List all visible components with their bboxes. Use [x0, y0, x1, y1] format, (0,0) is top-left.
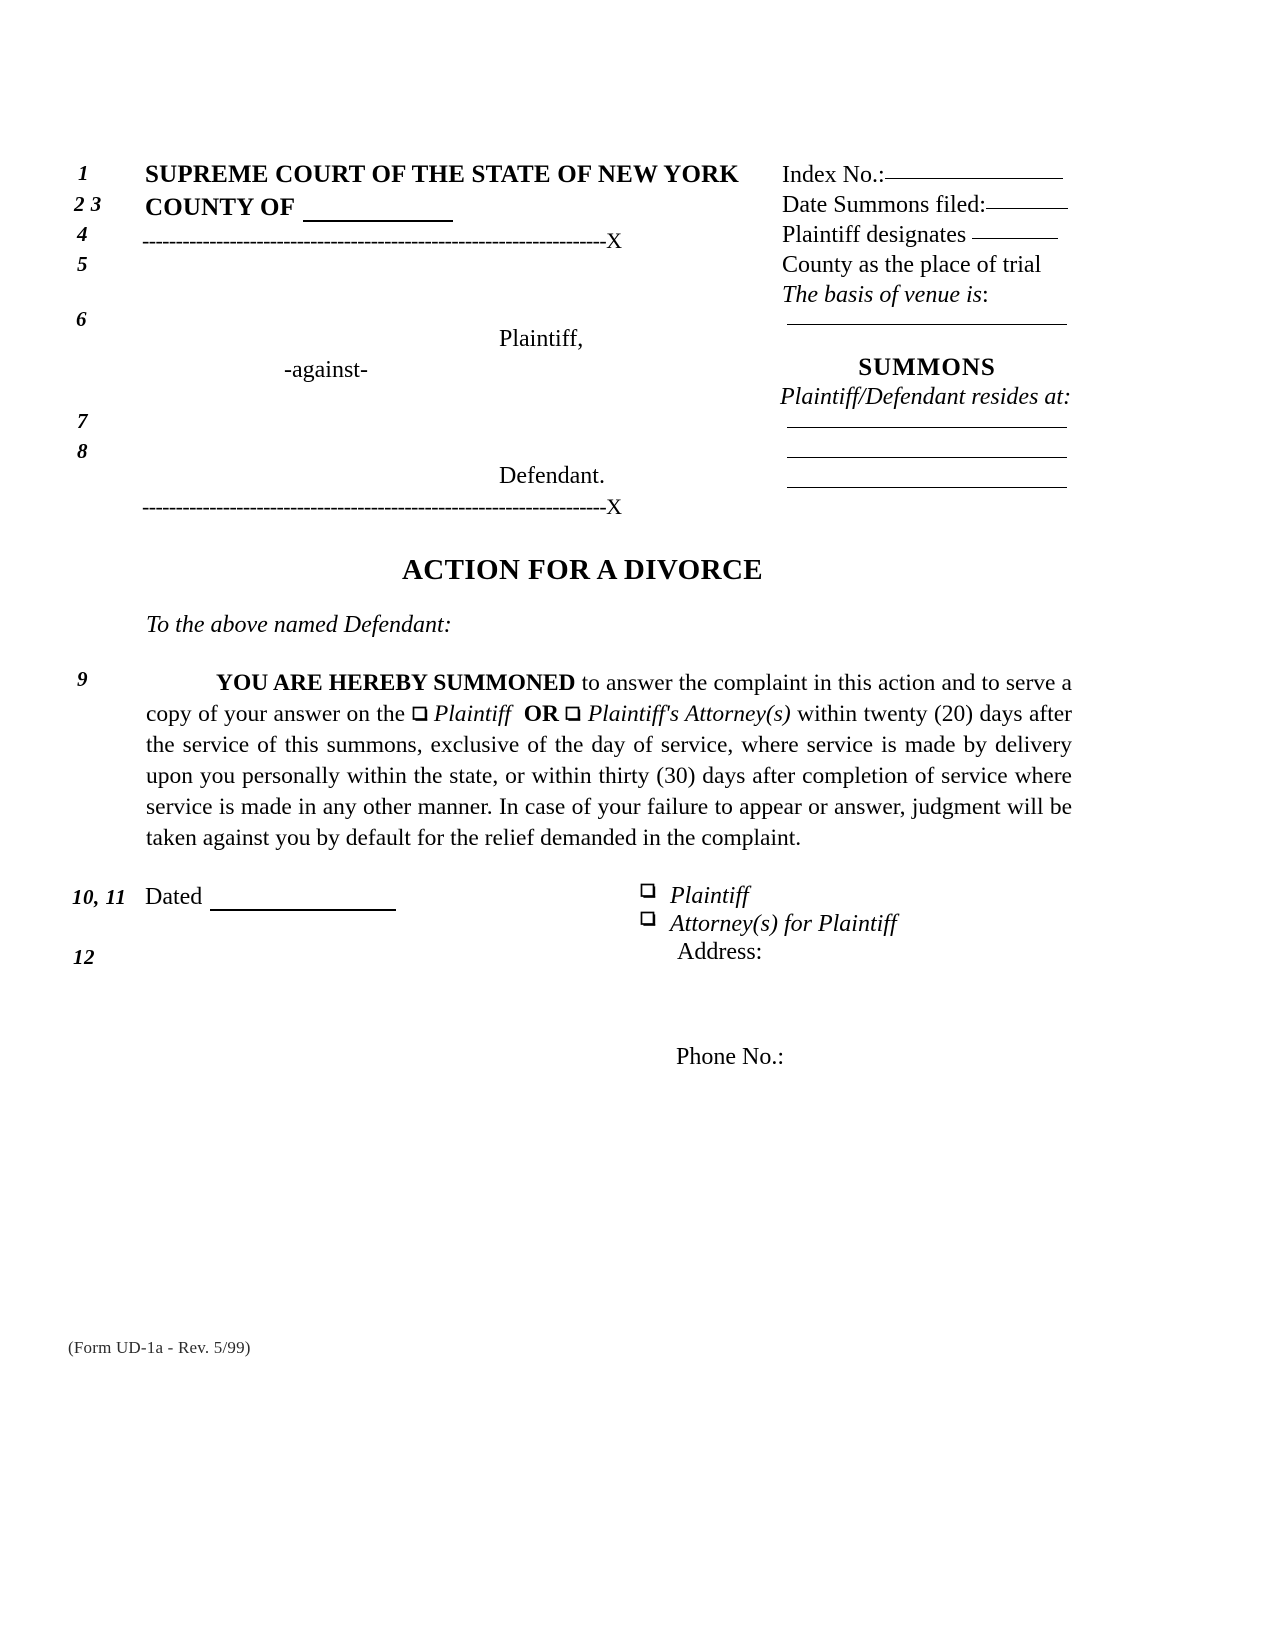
address-label: Address: [677, 939, 763, 965]
checkbox-plaintiffs-attorney-icon[interactable] [565, 705, 581, 721]
line-number-marker: 2 3 [74, 192, 102, 216]
line-number-marker: 7 [77, 409, 88, 433]
line-number-marker: 4 [77, 222, 88, 246]
line-number-marker: 6 [76, 307, 87, 331]
index-no-row [782, 160, 1082, 190]
summons-lead-bold: YOU ARE HEREBY SUMMONED [216, 670, 576, 696]
plaintiff-designates-label: Plaintiff designates [782, 222, 967, 248]
caption-rule-top: ---------------------------------------------------------------------X [142, 228, 622, 253]
line-number-marker: 5 [77, 252, 88, 276]
page-title-text: ACTION FOR A DIVORCE [401, 554, 764, 586]
checkbox-plaintiff-icon[interactable] [412, 705, 428, 721]
line-number-marker: 9 [77, 667, 88, 691]
summons-body-paragraph [146, 668, 1072, 854]
signature-option-plaintiff-row[interactable] [640, 882, 897, 910]
court-title: SUPREME COURT OF THE STATE OF NEW YORK [145, 161, 740, 188]
dated-line [145, 884, 396, 911]
line-number-marker: 12 [73, 945, 95, 969]
form-revision-footer: (Form UD-1a - Rev. 5/99) [68, 1338, 251, 1357]
date-filed-blank-field[interactable] [986, 208, 1068, 209]
signer-plaintiff-label: Plaintiff [670, 883, 749, 909]
summons-heading: SUMMONS [858, 354, 996, 381]
line-number-marker: 1 [78, 161, 89, 185]
county-of-line [145, 194, 453, 222]
dated-label: Dated [145, 884, 203, 910]
signature-option-attorney-row[interactable] [640, 910, 897, 938]
case-info-column [782, 160, 1082, 310]
line-number-marker: 10, 11 [72, 885, 127, 909]
line-number-marker: 8 [77, 439, 88, 463]
designated-county-blank-field[interactable] [972, 238, 1058, 239]
county-of-blank-field[interactable] [303, 200, 453, 222]
option-plaintiff-label: Plaintiff [433, 701, 511, 727]
basis-of-venue-colon: : [981, 282, 989, 308]
date-filed-label: Date Summons filed: [782, 192, 986, 218]
checkbox-signer-attorney-icon[interactable] [640, 910, 656, 926]
plaintiff-designates-row [782, 220, 1082, 250]
basis-of-venue-blank-field[interactable] [787, 324, 1067, 325]
index-no-blank-field[interactable] [885, 178, 1063, 179]
option-conjunction: OR [523, 701, 559, 727]
resides-at-label: Plaintiff/Defendant resides at: [780, 384, 1072, 410]
page-title [0, 554, 1275, 587]
summons-body-text-2: within twenty (20) days after the service of this summons, exclusive of the day of service, where service is made by delivery upon you personally within the state, or within thirty (30) days after completion of service where service is made in any other manner. In case of your failure to appear or answer, judgment will be taken against you by default for the relief demanded in the complaint. [146, 701, 1073, 851]
option-attorney-label: Plaintiff's Attorney(s) [587, 701, 791, 727]
addressee-line: To the above named Defendant: [146, 612, 452, 638]
date-filed-row [782, 190, 1082, 220]
basis-of-venue-row [782, 280, 1082, 310]
county-of-label: COUNTY OF [145, 194, 296, 221]
place-of-trial-label: County as the place of trial [782, 252, 1042, 278]
checkbox-signer-plaintiff-icon[interactable] [640, 882, 656, 898]
summons-body-text-1: to answer the complaint in this action and to serve a copy of your answer on the [146, 670, 1072, 727]
caption-against-label: -against- [284, 357, 368, 383]
caption-rule-bottom: ---------------------------------------------------------------------X [142, 494, 622, 519]
phone-no-label: Phone No.: [676, 1044, 784, 1070]
signer-attorney-label: Attorney(s) for Plaintiff [670, 911, 897, 937]
signature-block [640, 882, 897, 966]
residence-blank-field-2[interactable] [787, 457, 1067, 458]
caption-plaintiff-label: Plaintiff, [499, 326, 584, 352]
dated-blank-field[interactable] [210, 889, 396, 911]
caption-defendant-label: Defendant. [499, 463, 605, 489]
index-no-label: Index No.: [782, 162, 885, 188]
basis-of-venue-label: The basis of venue is [782, 282, 982, 308]
residence-blank-field-1[interactable] [787, 427, 1067, 428]
residence-blank-field-3[interactable] [787, 487, 1067, 488]
